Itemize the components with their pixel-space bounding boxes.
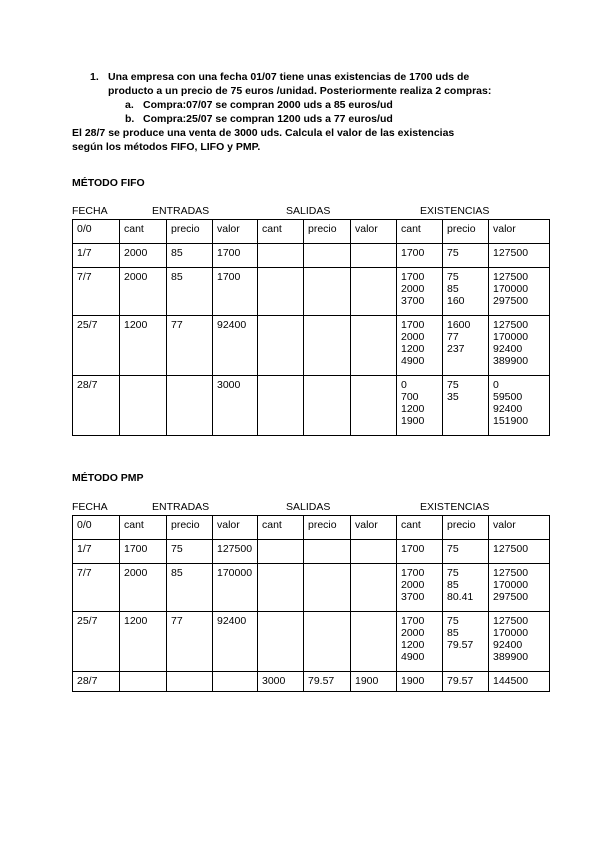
- purchase-a: [125, 98, 542, 112]
- cell-value: 75: [447, 247, 459, 259]
- cell-value: 28/7: [77, 675, 98, 687]
- fifo-table-cell: [304, 316, 351, 376]
- cell-value: 170000: [493, 283, 529, 295]
- fifo-table-cell: [258, 316, 304, 376]
- pmp-table-cell: [443, 672, 489, 692]
- pmp-column-header: [167, 516, 213, 540]
- pmp-header-existencias: EXISTENCIAS: [420, 501, 490, 513]
- cell-value: 1900: [401, 675, 425, 687]
- pmp-column-header: [73, 516, 120, 540]
- pmp-table-cell: [120, 612, 167, 672]
- cell-value: 1600: [447, 319, 471, 331]
- cell-value: 1700: [401, 319, 425, 331]
- fifo-table-cell: [258, 268, 304, 316]
- cell-value: 1/7: [77, 543, 92, 555]
- fifo-column-header: [489, 220, 550, 244]
- cell-value: precio: [447, 519, 476, 531]
- fifo-table-cell: [351, 244, 397, 268]
- cell-value: 3700: [401, 295, 425, 307]
- cell-value: cant: [262, 223, 282, 235]
- purchase-a-text: Compra:07/07 se compran 2000 uds a 85 euros/ud: [143, 99, 393, 111]
- cell-value: 28/7: [77, 379, 98, 391]
- cell-value: 127500: [493, 567, 529, 579]
- cell-value: 127500: [493, 543, 529, 555]
- pmp-column-header: [397, 516, 443, 540]
- cell-value: valor: [493, 223, 516, 235]
- pmp-table-cell: [304, 540, 351, 564]
- fifo-title: MÉTODO FIFO: [72, 177, 145, 189]
- pmp-table: [72, 515, 550, 692]
- cell-value: 389900: [493, 651, 529, 663]
- cell-value: valor: [355, 519, 378, 531]
- cell-value: 25/7: [77, 615, 98, 627]
- fifo-table-cell: [167, 376, 213, 436]
- cell-value: 1700: [217, 247, 241, 259]
- cell-value: 1200: [401, 343, 425, 355]
- pmp-table-cell: [351, 564, 397, 612]
- fifo-column-header: [167, 220, 213, 244]
- fifo-table-row: [73, 316, 550, 376]
- problem-line-2: producto a un precio de 75 euros /unidad. Posteriormente realiza 2 compras:: [108, 85, 492, 97]
- fifo-column-header: [304, 220, 351, 244]
- pmp-table-cell: [443, 564, 489, 612]
- fifo-column-header: [258, 220, 304, 244]
- fifo-table-cell: [304, 376, 351, 436]
- pmp-column-header-row: [73, 516, 550, 540]
- fifo-table-cell: [73, 268, 120, 316]
- pmp-table-cell: [443, 540, 489, 564]
- fifo-header-fecha: FECHA: [72, 205, 108, 217]
- pmp-table-cell: [120, 564, 167, 612]
- fifo-table-cell: [213, 376, 258, 436]
- cell-value: 7/7: [77, 271, 92, 283]
- pmp-table-cell: [213, 672, 258, 692]
- cell-value: 1700: [217, 271, 241, 283]
- cell-value: 3000: [262, 675, 286, 687]
- cell-value: 1700: [401, 271, 425, 283]
- cell-value: 1/7: [77, 247, 92, 259]
- pmp-table-cell: [167, 612, 213, 672]
- fifo-table-cell: [304, 268, 351, 316]
- pmp-table-cell: [258, 564, 304, 612]
- fifo-table-cell: [213, 316, 258, 376]
- pmp-table-cell: [120, 672, 167, 692]
- purchase-b-text: Compra:25/07 se compran 1200 uds a 77 euros/ud: [143, 113, 393, 125]
- cell-value: 127500: [493, 615, 529, 627]
- pmp-table-row: [73, 540, 550, 564]
- cell-value: 2000: [401, 283, 425, 295]
- cell-value: 127500: [493, 319, 529, 331]
- pmp-table-cell: [397, 612, 443, 672]
- fifo-table-cell: [351, 268, 397, 316]
- cell-value: 700: [401, 391, 419, 403]
- fifo-group-headers: [72, 205, 542, 219]
- pmp-table-cell: [73, 564, 120, 612]
- fifo-column-header: [443, 220, 489, 244]
- cell-value: 170000: [493, 627, 529, 639]
- cell-value: 85: [447, 283, 459, 295]
- cell-value: 2000: [124, 271, 148, 283]
- cell-value: 127500: [217, 543, 253, 555]
- fifo-header-salidas: SALIDAS: [286, 205, 331, 217]
- cell-value: 144500: [493, 675, 529, 687]
- fifo-column-header-row: [73, 220, 550, 244]
- cell-value: 75: [447, 379, 459, 391]
- cell-value: 3000: [217, 379, 241, 391]
- pmp-header-fecha: FECHA: [72, 501, 108, 513]
- pmp-column-header: [120, 516, 167, 540]
- cell-value: 2000: [124, 247, 148, 259]
- pmp-table-cell: [258, 672, 304, 692]
- cell-value: 297500: [493, 295, 529, 307]
- pmp-table-row: [73, 672, 550, 692]
- cell-value: 92400: [493, 639, 523, 651]
- fifo-table-cell: [167, 316, 213, 376]
- pmp-table-cell: [213, 540, 258, 564]
- pmp-header-entradas: ENTRADAS: [152, 501, 210, 513]
- fifo-table-cell: [351, 316, 397, 376]
- cell-value: 85: [171, 271, 183, 283]
- fifo-table-cell: [73, 316, 120, 376]
- fifo-table-cell: [489, 316, 550, 376]
- cell-value: 92400: [217, 615, 247, 627]
- problem-line-1: Una empresa con una fecha 01/07 tiene unas existencias de 1700 uds de: [108, 71, 470, 83]
- cell-value: cant: [124, 223, 144, 235]
- cell-value: 1200: [124, 615, 148, 627]
- pmp-table-cell: [351, 612, 397, 672]
- pmp-table-cell: [397, 672, 443, 692]
- cell-value: 75: [447, 271, 459, 283]
- problem-line-3: El 28/7 se produce una venta de 3000 uds. Calcula el valor de las existencias: [72, 127, 455, 139]
- cell-value: 160: [447, 295, 465, 307]
- pmp-group-headers: [72, 501, 542, 515]
- cell-value: 1900: [401, 415, 425, 427]
- cell-value: precio: [171, 223, 200, 235]
- pmp-table-cell: [397, 540, 443, 564]
- pmp-table-cell: [351, 540, 397, 564]
- cell-value: 75: [447, 615, 459, 627]
- cell-value: 1200: [124, 319, 148, 331]
- cell-value: 127500: [493, 247, 529, 259]
- pmp-column-header: [213, 516, 258, 540]
- fifo-header-existencias: EXISTENCIAS: [420, 205, 490, 217]
- cell-value: 80.41: [447, 591, 474, 603]
- cell-value: 75: [447, 567, 459, 579]
- cell-value: 0: [493, 379, 499, 391]
- pmp-table-row: [73, 612, 550, 672]
- fifo-table-cell: [443, 376, 489, 436]
- fifo-table-cell: [397, 268, 443, 316]
- cell-value: valor: [217, 223, 240, 235]
- fifo-table-cell: [213, 244, 258, 268]
- pmp-table-cell: [258, 540, 304, 564]
- cell-value: 2000: [401, 627, 425, 639]
- cell-value: valor: [217, 519, 240, 531]
- cell-value: 237: [447, 343, 465, 355]
- fifo-table-cell: [120, 316, 167, 376]
- cell-value: precio: [447, 223, 476, 235]
- fifo-table-cell: [351, 376, 397, 436]
- pmp-table-cell: [489, 540, 550, 564]
- cell-value: 77: [171, 615, 183, 627]
- cell-value: 2000: [124, 567, 148, 579]
- fifo-table-cell: [258, 376, 304, 436]
- cell-value: 2000: [401, 331, 425, 343]
- fifo-column-header: [120, 220, 167, 244]
- cell-value: 77: [171, 319, 183, 331]
- fifo-table-cell: [73, 376, 120, 436]
- pmp-table-cell: [167, 672, 213, 692]
- pmp-table-row: [73, 564, 550, 612]
- purchase-b-letter: b.: [125, 113, 135, 125]
- pmp-table-cell: [304, 564, 351, 612]
- cell-value: 151900: [493, 415, 529, 427]
- fifo-table: [72, 219, 550, 436]
- pmp-table-cell: [73, 612, 120, 672]
- pmp-header-salidas: SALIDAS: [286, 501, 331, 513]
- cell-value: 170000: [217, 567, 253, 579]
- cell-value: cant: [401, 519, 421, 531]
- cell-value: valor: [355, 223, 378, 235]
- cell-value: 79.57: [447, 675, 474, 687]
- pmp-table-cell: [443, 612, 489, 672]
- pmp-title: MÉTODO PMP: [72, 472, 144, 484]
- pmp-table-cell: [351, 672, 397, 692]
- cell-value: 77: [447, 331, 459, 343]
- fifo-table-row: [73, 244, 550, 268]
- cell-value: 297500: [493, 591, 529, 603]
- pmp-table-cell: [213, 564, 258, 612]
- pmp-table-cell: [73, 540, 120, 564]
- cell-value: 1700: [401, 543, 425, 555]
- fifo-table-row: [73, 376, 550, 436]
- pmp-table-cell: [213, 612, 258, 672]
- pmp-table-cell: [73, 672, 120, 692]
- pmp-table-cell: [120, 540, 167, 564]
- fifo-table-cell: [489, 268, 550, 316]
- cell-value: 79.57: [308, 675, 335, 687]
- cell-value: 170000: [493, 579, 529, 591]
- cell-value: 1700: [401, 567, 425, 579]
- problem-number: 1.: [90, 71, 99, 83]
- pmp-column-header: [258, 516, 304, 540]
- cell-value: 85: [447, 579, 459, 591]
- cell-value: cant: [262, 519, 282, 531]
- cell-value: 59500: [493, 391, 523, 403]
- cell-value: 85: [171, 247, 183, 259]
- pmp-column-header: [489, 516, 550, 540]
- fifo-table-cell: [213, 268, 258, 316]
- fifo-table-cell: [120, 244, 167, 268]
- cell-value: 0/0: [77, 223, 92, 235]
- cell-value: 85: [171, 567, 183, 579]
- cell-value: 170000: [493, 331, 529, 343]
- cell-value: 0/0: [77, 519, 92, 531]
- cell-value: precio: [308, 519, 337, 531]
- problem-line-4: según los métodos FIFO, LIFO y PMP.: [72, 141, 261, 153]
- cell-value: 7/7: [77, 567, 92, 579]
- fifo-column-header: [351, 220, 397, 244]
- pmp-table-cell: [167, 540, 213, 564]
- pmp-table-cell: [489, 672, 550, 692]
- fifo-column-header: [73, 220, 120, 244]
- cell-value: precio: [171, 519, 200, 531]
- cell-value: 92400: [493, 403, 523, 415]
- pmp-table-cell: [489, 612, 550, 672]
- cell-value: 79.57: [447, 639, 474, 651]
- pmp-column-header: [351, 516, 397, 540]
- pmp-table-cell: [304, 612, 351, 672]
- fifo-table-row: [73, 268, 550, 316]
- cell-value: 1700: [124, 543, 148, 555]
- cell-value: 2000: [401, 579, 425, 591]
- cell-value: 127500: [493, 271, 529, 283]
- cell-value: 3700: [401, 591, 425, 603]
- purchase-b: [125, 112, 542, 126]
- problem-statement: [72, 70, 542, 154]
- cell-value: 389900: [493, 355, 529, 367]
- fifo-table-cell: [443, 244, 489, 268]
- fifo-table-cell: [443, 316, 489, 376]
- fifo-table-cell: [120, 376, 167, 436]
- cell-value: cant: [124, 519, 144, 531]
- fifo-header-entradas: ENTRADAS: [152, 205, 210, 217]
- fifo-table-cell: [397, 316, 443, 376]
- cell-value: 1200: [401, 403, 425, 415]
- fifo-column-header: [213, 220, 258, 244]
- cell-value: cant: [401, 223, 421, 235]
- fifo-column-header: [397, 220, 443, 244]
- cell-value: 35: [447, 391, 459, 403]
- fifo-table-cell: [167, 244, 213, 268]
- fifo-table-cell: [258, 244, 304, 268]
- fifo-table-cell: [167, 268, 213, 316]
- fifo-table-cell: [397, 244, 443, 268]
- purchase-a-letter: a.: [125, 99, 134, 111]
- pmp-table-cell: [304, 672, 351, 692]
- pmp-table-cell: [167, 564, 213, 612]
- fifo-table-cell: [304, 244, 351, 268]
- cell-value: 75: [447, 543, 459, 555]
- cell-value: 92400: [493, 343, 523, 355]
- cell-value: valor: [493, 519, 516, 531]
- pmp-column-header: [443, 516, 489, 540]
- cell-value: 1900: [355, 675, 379, 687]
- cell-value: 1700: [401, 247, 425, 259]
- cell-value: 1200: [401, 639, 425, 651]
- pmp-column-header: [304, 516, 351, 540]
- cell-value: 85: [447, 627, 459, 639]
- cell-value: 1700: [401, 615, 425, 627]
- pmp-table-cell: [258, 612, 304, 672]
- cell-value: 4900: [401, 651, 425, 663]
- fifo-table-cell: [397, 376, 443, 436]
- cell-value: 0: [401, 379, 407, 391]
- cell-value: 25/7: [77, 319, 98, 331]
- fifo-table-cell: [443, 268, 489, 316]
- cell-value: 4900: [401, 355, 425, 367]
- cell-value: 92400: [217, 319, 247, 331]
- pmp-table-cell: [397, 564, 443, 612]
- cell-value: precio: [308, 223, 337, 235]
- cell-value: 75: [171, 543, 183, 555]
- problem-intro: [90, 70, 542, 98]
- fifo-table-cell: [120, 268, 167, 316]
- fifo-table-cell: [73, 244, 120, 268]
- fifo-table-cell: [489, 376, 550, 436]
- pmp-table-cell: [489, 564, 550, 612]
- fifo-table-cell: [489, 244, 550, 268]
